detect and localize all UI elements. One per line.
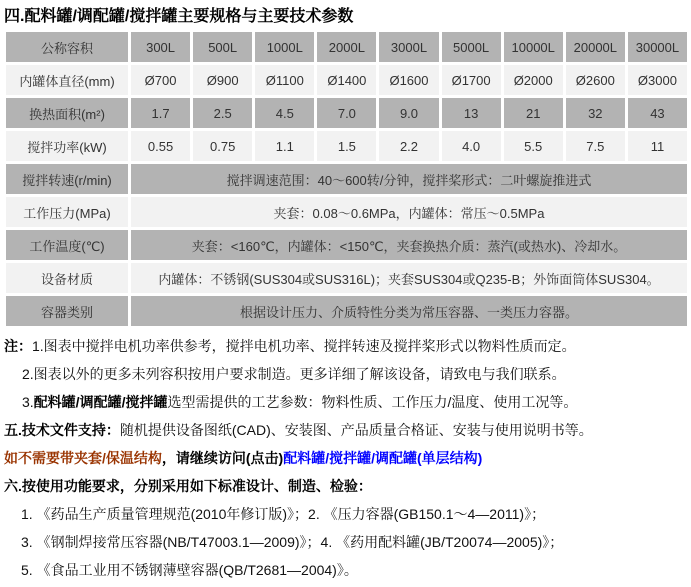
heat-area-cell: 7.0 (317, 98, 376, 128)
capacity-cell: 3000L (379, 32, 438, 62)
promo-line (4, 444, 688, 472)
heat-area-cell: 13 (442, 98, 501, 128)
table-row-pressure (6, 197, 687, 227)
standard-item-1: 1. 《药品生产质量管理规范(2010年修订版)》；2. 《压力容器(GB150.1～4—2011)》； (21, 506, 546, 522)
capacity-cell: 10000L (504, 32, 563, 62)
note-item-3-number: 3. (22, 394, 34, 410)
diameter-cell: Ø1700 (442, 65, 501, 95)
note-item-2: 2.图表以外的更多未列容积按用户要求制造。更多详细了解该设备，请致电与我们联系。 (22, 366, 566, 382)
table-row-heat-area (6, 98, 687, 128)
heat-area-cell: 21 (504, 98, 563, 128)
table-row-diameter (6, 65, 687, 95)
diameter-cell: Ø900 (193, 65, 252, 95)
table-row-power (6, 131, 687, 161)
diameter-cell: Ø1100 (255, 65, 314, 95)
temperature-merged-cell: 夹套：<160℃，内罐体：<150℃，夹套换热介质：蒸汽(或热水)、冷却水。 (131, 230, 687, 260)
note-item-3-bold: 配料罐/调配罐/搅拌罐 (33, 394, 168, 410)
section5-heading: 五.技术文件支持： (4, 422, 120, 438)
section5-line (4, 416, 688, 444)
standard-line-3 (4, 556, 688, 584)
table-row-temperature (6, 230, 687, 260)
standard-item-3: 5. 《食品工业用不锈钢薄壁容器(QB/T2681—2004)》。 (21, 562, 358, 578)
category-merged-cell: 根据设计压力、介质特性分类为常压容器、一类压力容器。 (131, 296, 687, 326)
row-label-material: 设备材质 (6, 263, 128, 293)
promo-black-text: ，请继续访问(点击) (161, 450, 284, 466)
diameter-cell: Ø3000 (628, 65, 687, 95)
capacity-cell: 5000L (442, 32, 501, 62)
diameter-cell: Ø2000 (504, 65, 563, 95)
capacity-cell: 1000L (255, 32, 314, 62)
row-label-speed: 搅拌转速(r/min) (6, 164, 128, 194)
power-cell: 0.75 (193, 131, 252, 161)
power-cell: 11 (628, 131, 687, 161)
capacity-cell: 2000L (317, 32, 376, 62)
table-row-category (6, 296, 687, 326)
spec-table (3, 29, 690, 329)
standard-item-2: 3. 《钢制焊接常压容器(NB/T47003.1—2009)》；4. 《药用配料罐(JB/T20074—2005)》； (21, 534, 564, 550)
heat-area-cell: 43 (628, 98, 687, 128)
standard-line-2 (4, 528, 688, 556)
note-prefix: 注： (4, 338, 32, 354)
note-line-2 (4, 360, 688, 388)
section6-heading-line (4, 472, 688, 500)
power-cell: 5.5 (504, 131, 563, 161)
power-cell: 4.0 (442, 131, 501, 161)
note-line-1 (4, 332, 688, 360)
power-cell: 7.5 (566, 131, 625, 161)
diameter-cell: Ø1600 (379, 65, 438, 95)
page-title: 四.配料罐/调配罐/搅拌罐主要规格与主要技术参数 (4, 8, 354, 25)
heat-area-cell: 2.5 (193, 98, 252, 128)
power-cell: 0.55 (131, 131, 190, 161)
note-item-3-rest: 选型需提供的工艺参数：物料性质、工作压力/温度、使用工况等。 (167, 394, 578, 410)
power-cell: 1.5 (317, 131, 376, 161)
table-row-capacity (6, 32, 687, 62)
row-label-category: 容器类别 (6, 296, 128, 326)
text-block (3, 329, 688, 584)
row-label-heat-area: 换热面积(m²) (6, 98, 128, 128)
row-label-temperature: 工作温度(℃) (6, 230, 128, 260)
row-label-power: 搅拌功率(kW) (6, 131, 128, 161)
section5-text: 随机提供设备图纸(CAD)、安装图、产品质量合格证、安装与使用说明书等。 (119, 422, 593, 438)
capacity-cell: 500L (193, 32, 252, 62)
capacity-cell: 30000L (628, 32, 687, 62)
speed-merged-cell: 搅拌调速范围：40～600转/分钟，搅拌桨形式：二叶螺旋推进式 (131, 164, 687, 194)
capacity-cell: 300L (131, 32, 190, 62)
capacity-cell: 20000L (566, 32, 625, 62)
material-merged-cell: 内罐体：不锈钢(SUS304或SUS316L)；夹套SUS304或Q235-B；外饰面筒体SUS304。 (131, 263, 687, 293)
section6-heading: 六.按使用功能要求，分别采用如下标准设计、制造、检验： (4, 478, 372, 494)
power-cell: 1.1 (255, 131, 314, 161)
note-item-1: 1.图表中搅拌电机功率供参考，搅拌电机功率、搅拌转速及搅拌桨形式以物料性质而定。 (32, 338, 576, 354)
standard-line-1 (4, 500, 688, 528)
heat-area-cell: 4.5 (255, 98, 314, 128)
row-label-capacity: 公称容积 (6, 32, 128, 62)
power-cell: 2.2 (379, 131, 438, 161)
heat-area-cell: 9.0 (379, 98, 438, 128)
promo-warning-text: 如不需要带夹套/保温结构 (4, 450, 162, 466)
diameter-cell: Ø700 (131, 65, 190, 95)
diameter-cell: Ø1400 (317, 65, 376, 95)
single-layer-tank-link[interactable]: 配料罐/搅拌罐/调配罐(单层结构) (283, 450, 483, 466)
table-row-speed (6, 164, 687, 194)
table-row-material (6, 263, 687, 293)
heat-area-cell: 32 (566, 98, 625, 128)
diameter-cell: Ø2600 (566, 65, 625, 95)
note-line-3 (4, 388, 688, 416)
row-label-diameter: 内罐体直径(mm) (6, 65, 128, 95)
pressure-merged-cell: 夹套：0.08～0.6MPa，内罐体：常压～0.5MPa (131, 197, 687, 227)
row-label-pressure: 工作压力(MPa) (6, 197, 128, 227)
heat-area-cell: 1.7 (131, 98, 190, 128)
